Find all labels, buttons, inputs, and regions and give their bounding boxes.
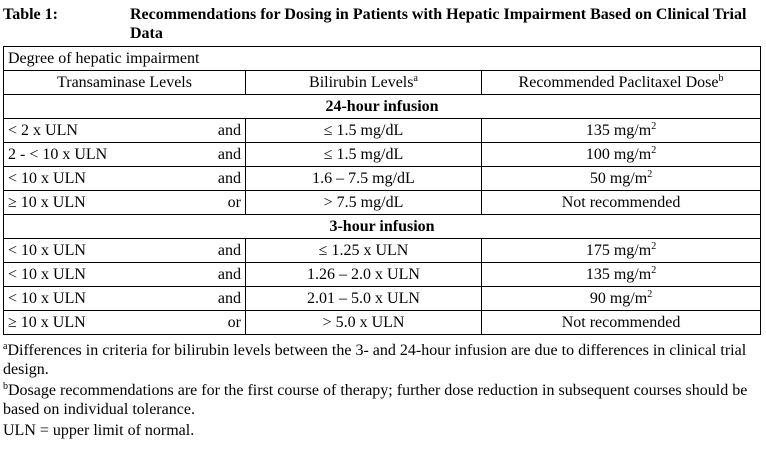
table-row bbox=[4, 119, 761, 143]
dose-cell bbox=[482, 287, 761, 311]
bilirubin-cell: > 7.5 mg/dL bbox=[246, 191, 482, 215]
bilirubin-header bbox=[246, 71, 482, 95]
transaminase-cell: < 10 x ULN bbox=[4, 239, 166, 263]
conjunction-cell: and bbox=[166, 143, 246, 167]
table-row bbox=[4, 311, 761, 335]
dose-cell bbox=[482, 239, 761, 263]
dose-value: 50 mg/m bbox=[589, 169, 648, 187]
conjunction-cell: and bbox=[166, 287, 246, 311]
footnotes bbox=[3, 341, 763, 442]
dose-exponent: 2 bbox=[651, 120, 657, 132]
section-title: 24-hour infusion bbox=[4, 95, 761, 119]
transaminase-cell: < 2 x ULN bbox=[4, 119, 166, 143]
table-number: Table 1: bbox=[3, 6, 58, 23]
bilirubin-cell: 1.26 – 2.0 x ULN bbox=[246, 263, 482, 287]
section-title: 3-hour infusion bbox=[4, 215, 761, 239]
conjunction-cell: and bbox=[166, 119, 246, 143]
section-row-24h bbox=[4, 95, 761, 119]
dose-value: 175 mg/m bbox=[585, 241, 652, 259]
dose-value: 135 mg/m bbox=[585, 121, 652, 139]
table-row bbox=[4, 287, 761, 311]
dose-exponent: 2 bbox=[647, 288, 653, 300]
footnote-a-marker: a bbox=[413, 72, 418, 84]
transaminase-header-label: Transaminase Levels bbox=[57, 73, 192, 91]
dose-cell bbox=[482, 119, 761, 143]
transaminase-header bbox=[4, 71, 246, 95]
dose-exponent: 2 bbox=[647, 168, 653, 180]
transaminase-cell: < 10 x ULN bbox=[4, 167, 166, 191]
table-row bbox=[4, 191, 761, 215]
dose-cell bbox=[482, 167, 761, 191]
table-row bbox=[4, 239, 761, 263]
bilirubin-header-label: Bilirubin Levels bbox=[309, 73, 414, 91]
transaminase-cell: < 10 x ULN bbox=[4, 263, 166, 287]
conjunction-cell: and bbox=[166, 167, 246, 191]
dose-value: 90 mg/m bbox=[589, 289, 648, 307]
footnote-a-text: Differences in criteria for bilirubin levels between the 3- and 24-hour infusion are due to differences in clinical trial design. bbox=[3, 342, 747, 378]
bilirubin-cell: 1.6 – 7.5 mg/dL bbox=[246, 167, 482, 191]
header-row-degree bbox=[4, 47, 761, 71]
conjunction-cell: or bbox=[166, 311, 246, 335]
section-row-3h bbox=[4, 215, 761, 239]
bilirubin-cell: ≤ 1.25 x ULN bbox=[246, 239, 482, 263]
table-caption: Recommendations for Dosing in Patients with Hepatic Impairment Based on Clinical Trial Data bbox=[130, 6, 747, 42]
dose-value: 100 mg/m bbox=[585, 145, 652, 163]
transaminase-cell: ≥ 10 x ULN bbox=[4, 311, 166, 335]
footnote-a bbox=[3, 341, 763, 379]
dose-cell bbox=[482, 263, 761, 287]
dose-cell bbox=[482, 311, 761, 335]
footnote-b-label: b bbox=[3, 381, 8, 392]
dose-header bbox=[482, 71, 761, 95]
dose-exponent: 2 bbox=[651, 240, 657, 252]
conjunction-cell: or bbox=[166, 191, 246, 215]
dose-value: 135 mg/m bbox=[585, 265, 652, 283]
transaminase-cell: < 10 x ULN bbox=[4, 287, 166, 311]
footnote-a-label: a bbox=[3, 341, 8, 352]
transaminase-cell: 2 - < 10 x ULN bbox=[4, 143, 166, 167]
footnote-b-text: Dosage recommendations are for the first course of therapy; further dose reduction in subsequent courses should be based on individual tolerance. bbox=[3, 382, 748, 418]
footnote-uln: ULN = upper limit of normal. bbox=[3, 422, 195, 439]
conjunction-cell: and bbox=[166, 263, 246, 287]
bilirubin-cell: ≤ 1.5 mg/dL bbox=[246, 143, 482, 167]
bilirubin-cell: ≤ 1.5 mg/dL bbox=[246, 119, 482, 143]
dose-header-label: Recommended Paclitaxel Dose bbox=[518, 73, 719, 91]
table-row bbox=[4, 263, 761, 287]
degree-header: Degree of hepatic impairment bbox=[4, 47, 761, 71]
dose-exponent: 2 bbox=[651, 144, 657, 156]
dose-value: Not recommended bbox=[561, 313, 681, 331]
dose-value: Not recommended bbox=[561, 193, 681, 211]
bilirubin-cell: > 5.0 x ULN bbox=[246, 311, 482, 335]
transaminase-cell: ≥ 10 x ULN bbox=[4, 191, 166, 215]
bilirubin-cell: 2.01 – 5.0 x ULN bbox=[246, 287, 482, 311]
dose-exponent: 2 bbox=[651, 264, 657, 276]
table-row bbox=[4, 167, 761, 191]
dose-cell bbox=[482, 191, 761, 215]
dosing-table bbox=[3, 46, 761, 335]
table-row bbox=[4, 143, 761, 167]
footnote-b bbox=[3, 381, 763, 419]
dose-cell bbox=[482, 143, 761, 167]
header-row-columns bbox=[4, 71, 761, 95]
footnote-b-marker: b bbox=[718, 72, 724, 84]
conjunction-cell: and bbox=[166, 239, 246, 263]
